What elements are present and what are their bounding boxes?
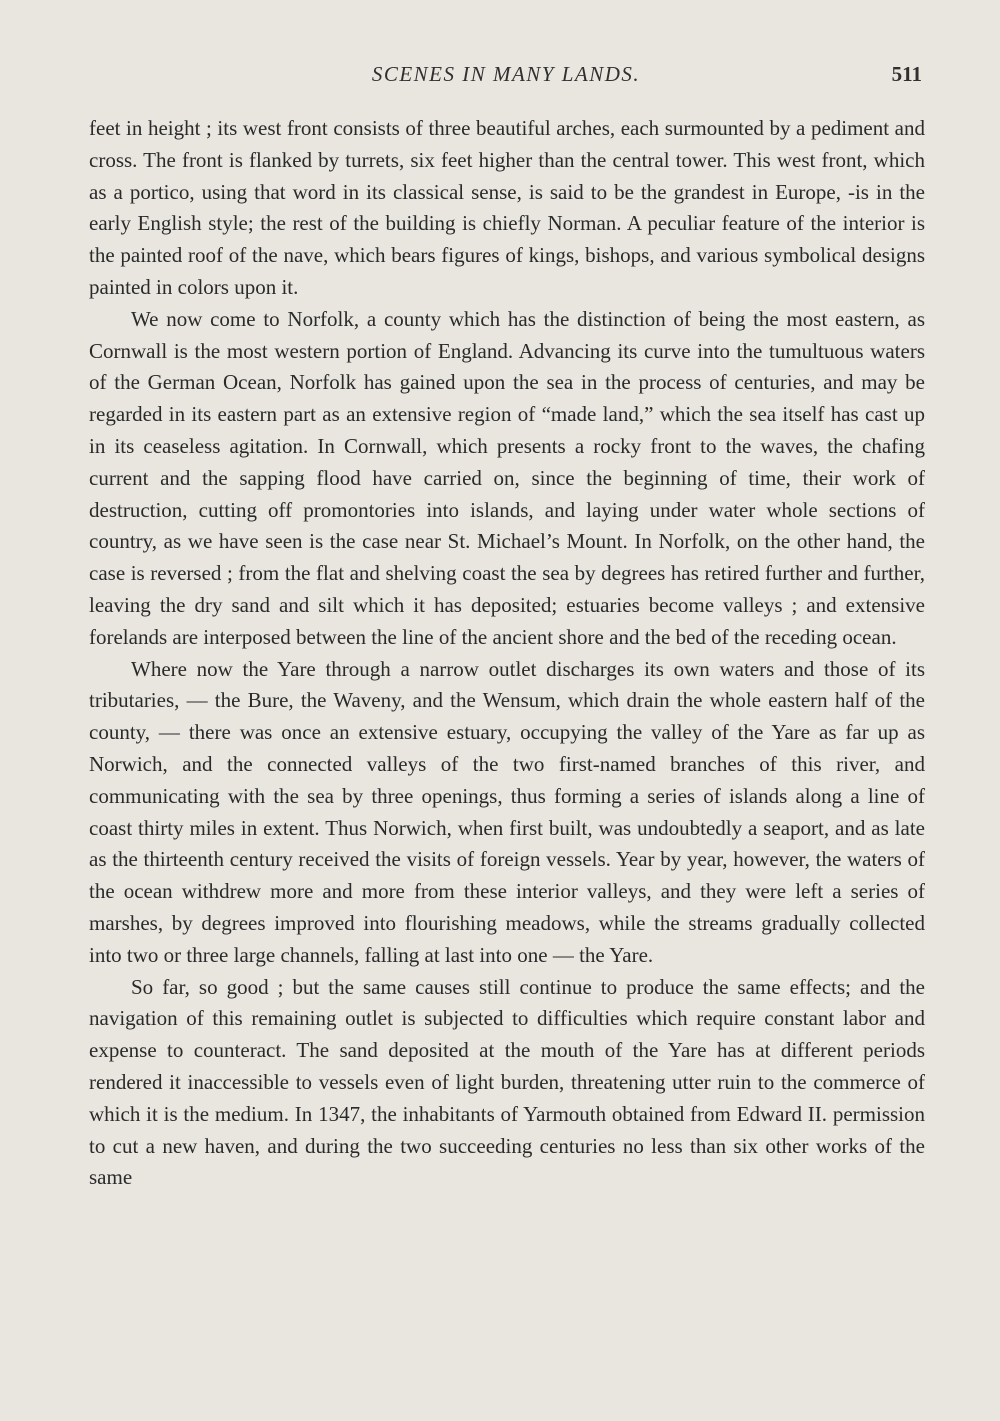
paragraph-1: feet in height ; its west front consists of three beautiful arches, each surmounted by a pediment and cross. The front is flanked by turrets, six feet higher than the central tower. This west front, which as a portico, using that word in its classical sense, is said to be the grandest in Europe, -is in the early English style; the rest of the building is chiefly Norman. A peculiar feature of the interior is the painted roof of the nave, which bears figures of kings, bishops, and various symbolical designs painted in colors upon it.	[89, 116, 925, 299]
paragraph-4: So far, so good ; but the same causes still continue to produce the same effects; and the navigation of this remaining outlet is subjected to difficulties which require constant labor and expense to counteract. The sand deposited at the mouth of the Yare has at different periods rendered it inaccessible to vessels even of light burden, threatening utter ruin to the commerce of which it is the medium. In 1347, the inhabitants of Yarmouth obtained from Edward II. permission to cut a new haven, and during the two succeeding centuries no less than six other works of the same	[89, 974, 925, 1190]
page-header	[90, 62, 922, 92]
running-title: SCENES IN MANY LANDS.	[371, 62, 641, 86]
paragraph-3: Where now the Yare through a narrow outlet discharges its own waters and those of its tributaries, — the Bure, the Waveny, and the Wensum, which drain the whole eastern half of the county, — there was once an extensive estuary, occupying the valley of the Yare as far up as Norwich, and the connected valleys of the two first-named branches of this river, and communicating with the sea by three openings, thus forming a series of islands along a line of coast thirty miles in extent. Thus Norwich, when first built, was undoubtedly a seaport, and as late as the thirteenth century received the visits of foreign vessels. Year by year, however, the waters of the ocean withdrew more and more from these interior valleys, and they were left a series of marshes, by degrees improved into flourishing meadows, while the streams gradually collected into two or three large channels, falling at last into one — the Yare.	[89, 656, 925, 967]
paragraph-2: We now come to Norfolk, a county which has the distinction of being the most eastern, as Cornwall is the most western portion of England. Advancing its curve into the tumultuous waters of the German Ocean, Norfolk has gained upon the sea in the process of centuries, and may be regarded in its eastern part as an extensive region of “made land,” which the sea itself has cast up in its ceaseless agitation. In Cornwall, which presents a rocky front to the waves, the chafing current and the sapping flood have carried on, since the beginning of time, their work of destruction, cutting off promontories into islands, and laying under water whole sections of country, as we have seen is the case near St. Michael’s Mount. In Norfolk, on the other hand, the case is reversed ; from the flat and shelving coast the sea by degrees has retired further and further, leaving the dry sand and silt which it has deposited; estuaries become valleys ; and extensive forelands are interposed between the line of the ancient shore and the bed of the receding ocean.	[89, 306, 925, 649]
page-number: 511	[891, 62, 922, 86]
body-text	[89, 113, 925, 1194]
